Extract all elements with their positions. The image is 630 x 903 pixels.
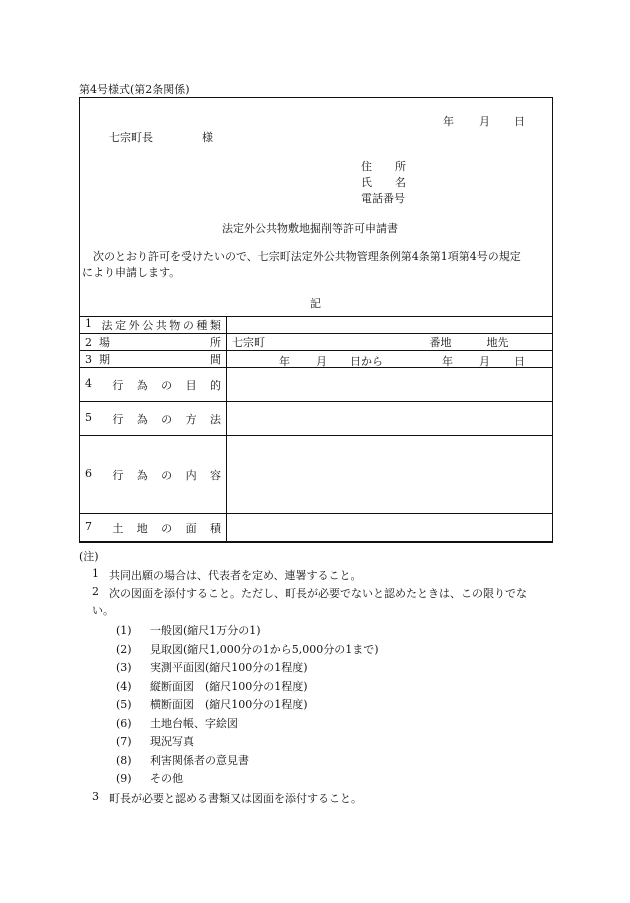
table-row — [80, 317, 553, 334]
name-label-2: 名 — [395, 176, 406, 189]
table-row — [80, 334, 553, 351]
form-title: 法定外公共物敷地掘削等許可申請書 — [222, 222, 398, 235]
list-item: (9) その他 — [116, 772, 183, 785]
date-day-label: 日 — [514, 115, 525, 128]
list-item: (8) 利害関係者の意見書 — [116, 753, 249, 767]
row-label-period: 3 期 間 — [80, 351, 227, 368]
list-item: (7) 現況写真 — [116, 735, 194, 748]
period-from-month: 月 — [316, 355, 327, 368]
row-value-area[interactable] — [227, 514, 553, 542]
attachment-list — [116, 622, 379, 789]
list-item: (1) 一般図(縮尺1万分の1) — [116, 624, 261, 637]
note-1-number: 1 — [92, 567, 99, 580]
list-item: (2) 見取図(縮尺1,000分の1から5,000分の1まで) — [116, 642, 379, 656]
addressee-honorific: 様 — [202, 131, 213, 144]
note-3-text: 町長が必要と認める書類又は図面を添付すること。 — [109, 792, 362, 805]
period-from-day: 日から — [350, 355, 383, 368]
addressee-name: 七宗町長 — [109, 131, 153, 144]
list-item: (5) 横断面図 (縮尺100分の1程度) — [116, 698, 308, 711]
form-number: 第4号様式(第2条関係) — [79, 83, 190, 96]
row-value-content[interactable] — [227, 436, 553, 514]
phone-label: 電話番号 — [361, 192, 405, 205]
place-banchi: 番地 — [429, 336, 452, 349]
body-text-line2: により申請します。 — [82, 266, 181, 279]
notes-heading: (注) — [79, 550, 99, 563]
list-item: (4) 縦断面図 (縮尺100分の1程度) — [116, 679, 308, 693]
row-value-method[interactable] — [227, 402, 553, 436]
row-label-type: 1 法 定 外 公 共 物 の 種 類 — [80, 317, 227, 334]
note-2-number: 2 — [92, 585, 99, 598]
list-item: (6) 土地台帳、字絵図 — [116, 716, 238, 730]
table-row — [80, 368, 553, 402]
note-3-number: 3 — [92, 790, 99, 803]
body-text-line1: 次のとおり許可を受けたいので、七宗町法定外公共物管理条例第4条第1項第4号の規定 — [93, 250, 521, 263]
table-row — [80, 436, 553, 514]
period-to-year: 年 — [442, 355, 453, 368]
row-value-place[interactable] — [227, 334, 553, 351]
date-month-label: 月 — [479, 115, 490, 128]
period-to-month: 月 — [479, 355, 490, 368]
row-label-content: 6 行 為 の 内 容 — [80, 436, 227, 514]
address-label-1: 住 — [361, 160, 372, 173]
note-1-text: 共同出願の場合は、代表者を定め、連署すること。 — [109, 569, 362, 582]
place-sakisaki: 地先 — [486, 336, 509, 349]
list-item: (3) 実測平面図(縮尺100分の1程度) — [116, 661, 308, 674]
row-value-purpose[interactable] — [227, 368, 553, 402]
note-2-text-line1: 次の図面を添付すること。ただし、町長が必要でないと認めたときは、この限りでな — [109, 587, 527, 600]
ki-label: 記 — [310, 297, 321, 310]
record-table — [79, 316, 553, 542]
row-value-type[interactable] — [227, 317, 553, 334]
period-from-year: 年 — [279, 355, 290, 368]
row-label-place: 2 場 所 — [80, 334, 227, 351]
row-label-area: 7 土 地 の 面 積 — [80, 514, 227, 542]
table-row — [80, 514, 553, 542]
row-label-purpose: 4 行 為 の 目 的 — [80, 368, 227, 402]
row-value-period[interactable] — [227, 351, 553, 368]
period-to-day: 日 — [514, 355, 525, 368]
table-row — [80, 351, 553, 368]
name-label-1: 氏 — [361, 176, 372, 189]
note-2-text-line2: い。 — [92, 604, 114, 617]
row-label-method: 5 行 為 の 方 法 — [80, 402, 227, 436]
place-town: 七宗町 — [232, 336, 265, 349]
table-row — [80, 402, 553, 436]
address-label-2: 所 — [395, 160, 406, 173]
date-year-label: 年 — [443, 115, 454, 128]
